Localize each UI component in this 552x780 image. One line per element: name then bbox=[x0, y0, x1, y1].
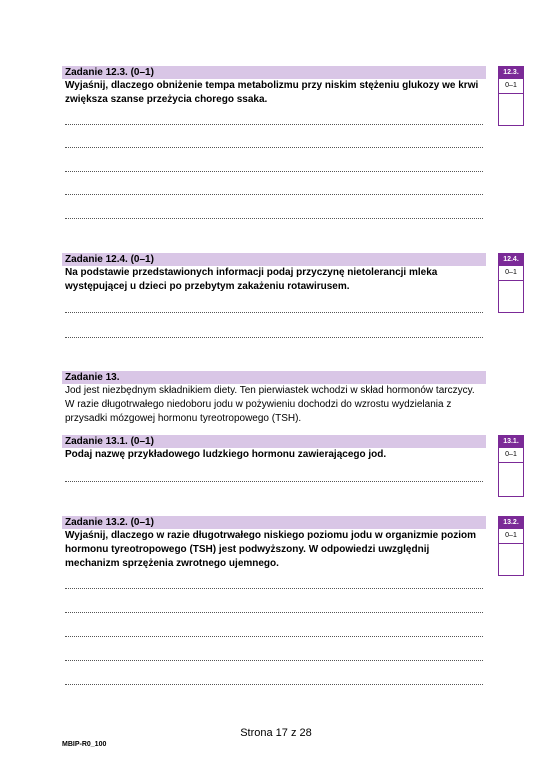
task-12-3-header: Zadanie 12.3. (0–1) bbox=[62, 66, 486, 79]
score-box-id: 12.3. bbox=[499, 67, 523, 79]
answer-line[interactable] bbox=[65, 588, 483, 589]
task-13-1-header: Zadanie 13.1. (0–1) bbox=[62, 435, 486, 448]
score-box-12-3 bbox=[498, 66, 524, 126]
score-box-13-1 bbox=[498, 435, 524, 497]
answer-line[interactable] bbox=[65, 147, 483, 148]
task-13-1-question: Podaj nazwę przykładowego ludzkiego hormonu zawierającego jod. bbox=[65, 449, 387, 460]
task-12-4-header: Zadanie 12.4. (0–1) bbox=[62, 253, 486, 266]
answer-line[interactable] bbox=[65, 312, 483, 313]
answer-line[interactable] bbox=[65, 481, 483, 482]
task-13-intro: Jod jest niezbędnym składnikiem diety. Ten pierwiastek wchodzi w skład hormonów tarczycy. W razie długotrwałego niedoboru jodu w pożywieniu dochodzi do wzrostu wydzielania z przysadki mózgowej hormonu tyreotropowego (TSH). bbox=[65, 385, 475, 424]
task-12-4-question: Na podstawie przedstawionych informacji podaj przyczynę nietolerancji mleka występującej u dzieci po przebytym zakażeniu rotawirusem. bbox=[65, 267, 438, 292]
page-number: Strona 17 z 28 bbox=[240, 727, 312, 739]
answer-line[interactable] bbox=[65, 684, 483, 685]
task-12-3-question: Wyjaśnij, dlaczego obniżenie tempa metabolizmu przy niskim stężeniu glukozy we krwi zwiększa szanse przeżycia chorego ssaka. bbox=[65, 80, 479, 105]
score-box-12-4 bbox=[498, 253, 524, 313]
score-box-points: 0–1 bbox=[499, 529, 523, 544]
task-13-2-header: Zadanie 13.2. (0–1) bbox=[62, 516, 486, 529]
score-box-id: 13.1. bbox=[499, 436, 523, 448]
answer-line[interactable] bbox=[65, 218, 483, 219]
score-box-points: 0–1 bbox=[499, 79, 523, 94]
task-13-2-question: Wyjaśnij, dlaczego w razie długotrwałego niskiego poziomu jodu w organizmie poziom hormonu tyreotropowego (TSH) jest podwyższony. W odpowiedzi uwzględnij mechanizm sprzężenia zwrotnego ujemnego. bbox=[65, 530, 476, 569]
answer-line[interactable] bbox=[65, 612, 483, 613]
score-box-id: 12.4. bbox=[499, 254, 523, 266]
answer-line[interactable] bbox=[65, 636, 483, 637]
task-13-header: Zadanie 13. bbox=[62, 371, 486, 384]
score-box-13-2 bbox=[498, 516, 524, 576]
answer-line[interactable] bbox=[65, 171, 483, 172]
document-code: MBIP-R0_100 bbox=[62, 741, 107, 748]
answer-line[interactable] bbox=[65, 194, 483, 195]
answer-line[interactable] bbox=[65, 124, 483, 125]
score-box-points: 0–1 bbox=[499, 266, 523, 281]
answer-line[interactable] bbox=[65, 660, 483, 661]
score-box-points: 0–1 bbox=[499, 448, 523, 463]
score-box-id: 13.2. bbox=[499, 517, 523, 529]
answer-line[interactable] bbox=[65, 337, 483, 338]
